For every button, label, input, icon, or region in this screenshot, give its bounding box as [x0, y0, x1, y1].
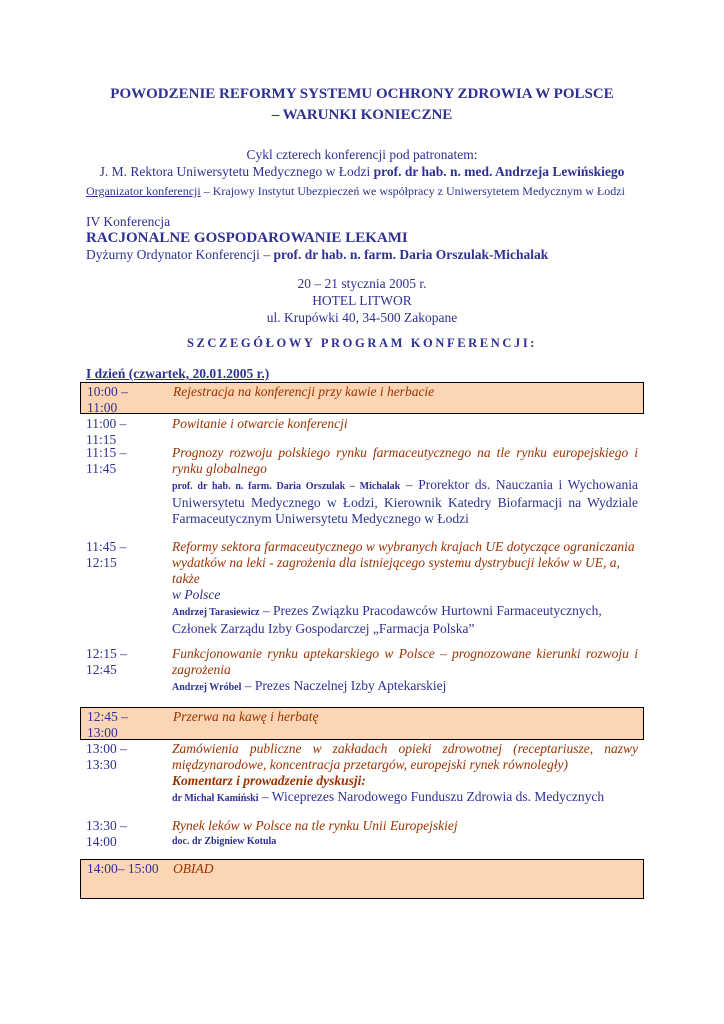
schedule-row-registration	[80, 382, 644, 414]
row-content	[172, 741, 638, 807]
topic-line: Reformy sektora farmaceutycznego w wybranych krajach UE dotyczące ograniczania	[172, 539, 635, 554]
conference-number: IV Konferencja	[86, 214, 171, 229]
time-end: 13:00	[87, 725, 118, 740]
schedule-row-opening	[80, 415, 644, 445]
row-topic	[172, 539, 638, 603]
ordinator-name: prof. dr hab. n. farm. Daria Orszulak-Michalak	[273, 247, 549, 262]
patronage-prefix: J. M. Rektora Uniwersytetu Medycznego w Łodzi	[99, 164, 374, 179]
row-topic: Prognozy rozwoju polskiego rynku farmaceutycznego na tle rynku europejskiego i rynku globalnego	[172, 445, 638, 476]
schedule-row-rynek-aptekarski	[80, 645, 644, 701]
schedule-row-break	[80, 707, 644, 740]
venue-info	[80, 275, 644, 326]
time-start: 10:00 –	[87, 384, 128, 399]
topic-line: także	[172, 571, 200, 586]
time-end: 14:00	[86, 834, 117, 849]
row-time: 14:00– 15:00	[87, 861, 159, 876]
time-start: 12:15 –	[86, 646, 127, 661]
row-time	[86, 539, 166, 571]
rector-name: prof. dr hab. n. med. Andrzeja Lewińskiego	[373, 164, 625, 179]
speaker-role: – Prezes Naczelnej Izby Aptekarskiej	[241, 678, 447, 693]
document-title	[80, 84, 644, 126]
row-topic: Funkcjonowanie rynku aptekarskiego w Polsce – prognozowane kierunki rozwoju i zagrożenia	[172, 646, 638, 677]
row-speaker-block	[172, 678, 638, 696]
organizer-line	[86, 184, 625, 199]
patronage	[80, 146, 644, 180]
speaker-name: Andrzej Tarasiewicz	[172, 607, 260, 618]
row-content	[172, 818, 638, 850]
day-heading: I dzień (czwartek, 20.01.2005 r.)	[86, 366, 270, 381]
row-topic: Rejestracja na konferencji przy kawie i herbacie	[173, 384, 435, 399]
row-time	[86, 818, 166, 850]
row-speaker-block	[172, 789, 638, 807]
time-start: 11:00 –	[86, 416, 127, 431]
topic-line: wydatków na leki - zagrożenia dla istniejącego systemu dystrybucji leków w UE, a,	[172, 555, 620, 570]
speaker-role: – Wiceprezes Narodowego Funduszu Zdrowia ds. Medycznych	[258, 789, 605, 804]
patronage-line-2	[80, 163, 644, 180]
hotel-address: ul. Krupówki 40, 34-500 Zakopane	[266, 310, 458, 325]
schedule-row-zamowienia	[80, 740, 644, 808]
time-end: 13:30	[86, 757, 117, 772]
conference-info	[86, 214, 548, 262]
conference-ordinator	[86, 247, 548, 262]
row-topic: Przerwa na kawę i herbatę	[173, 709, 319, 724]
row-time	[87, 384, 167, 416]
ordinator-prefix: Dyżurny Ordynator Konferencji –	[86, 247, 274, 262]
speaker-name: doc. dr Zbigniew Kotula	[172, 836, 277, 847]
row-time	[86, 646, 166, 678]
hotel-name: HOTEL LITWOR	[312, 293, 412, 308]
row-content	[172, 646, 638, 696]
conference-title: RACJONALNE GOSPODAROWANIE LEKAMI	[86, 230, 408, 246]
time-start: 11:45 –	[86, 539, 127, 554]
row-time	[86, 741, 166, 773]
time-start: 13:00 –	[86, 741, 127, 756]
schedule-row-reformy	[80, 538, 644, 638]
row-topic: Rynek leków w Polsce na tle rynku Unii Europejskiej	[172, 818, 458, 833]
time-end: 12:15	[86, 555, 117, 570]
program-heading: SZCZEGÓŁOWY PROGRAM KONFERENCJI:	[186, 336, 538, 350]
schedule-row-prognozy	[80, 444, 644, 528]
row-speaker-block	[172, 477, 638, 527]
title-line-1: POWODZENIE REFORMY SYSTEMU OCHRONY ZDROWIA W POLSCE	[110, 86, 614, 102]
row-time	[87, 709, 167, 741]
row-time	[86, 445, 166, 477]
time-start: 11:15 –	[86, 445, 127, 460]
row-topic: Zamówienia publiczne w zakładach opieki zdrowotnej (receptariusze, nazwy międzynarodowe, koncentracja przetargów, europejski rynek równoległy)	[172, 741, 638, 772]
time-start: 12:45 –	[87, 709, 128, 724]
schedule-row-lunch	[80, 859, 644, 899]
schedule-row-rynek-lekow	[80, 817, 644, 853]
speaker-name: prof. dr hab. n. farm. Daria Orszulak – Michalak	[172, 481, 401, 492]
row-speaker-block	[172, 603, 638, 637]
speaker-role: – Prorektor ds. Nauczania i Wychowania Uniwersytetu Medycznego w Łodzi, Kierownik Katedry Biofarmacji na Wydziale Farmaceutycznym Uniwersytetu Medycznego w Łodzi	[172, 477, 638, 526]
row-content	[172, 445, 638, 527]
organizer-label: Organizator konferencji	[86, 184, 201, 198]
conference-dates: 20 – 21 stycznia 2005 r.	[297, 276, 427, 291]
time-end: 12:45	[86, 662, 117, 677]
time-end: 11:15	[86, 432, 117, 447]
time-start: 13:30 –	[86, 818, 127, 833]
time-end: 11:45	[86, 461, 117, 476]
topic-line: w Polsce	[172, 587, 221, 602]
title-line-2: – WARUNKI KONIECZNE	[271, 107, 453, 123]
row-topic: OBIAD	[173, 861, 214, 876]
patronage-line-1: Cykl czterech konferencji pod patronatem:	[246, 147, 478, 162]
speaker-role: – Prezes Związku Pracodawców Hurtowni Farmaceutycznych, Członek Zarządu Izby Gospodarczej „Farmacja Polska”	[172, 603, 602, 636]
speaker-name: dr Michał Kamiński	[172, 793, 259, 804]
row-content	[172, 539, 638, 637]
organizer-text: – Krajowy Instytut Ubezpieczeń we współpracy z Uniwersytetem Medycznym w Łodzi	[200, 184, 625, 198]
time-end: 11:00	[87, 400, 118, 415]
speaker-name: Andrzej Wróbel	[172, 682, 242, 693]
row-topic: Powitanie i otwarcie konferencji	[172, 416, 348, 431]
comment-label: Komentarz i prowadzenie dyskusji:	[172, 773, 366, 788]
